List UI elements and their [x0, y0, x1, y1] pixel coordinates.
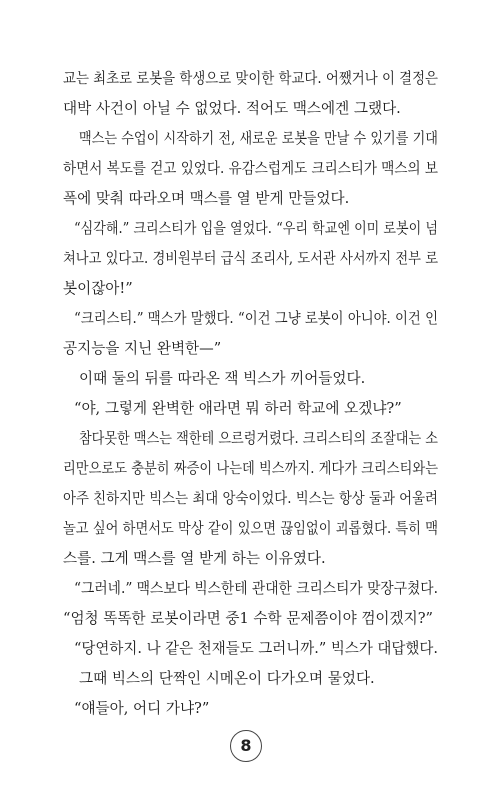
text-line: “그러네.” 맥스보다 빅스한테 관대한 크리스티가 맞장구쳤다. — [74, 580, 438, 597]
text-line: 쳐나고 있다고. 경비원부터 급식 조리사, 도서관 사서까지 전부 로 — [63, 250, 438, 267]
text-line: 리만으로도 충분히 짜증이 나는데 빅스까지. 게다가 크리스티와는 — [63, 460, 438, 477]
text-line: 폭에 맞춰 따라오며 맥스를 열 받게 만들었다. — [63, 190, 350, 207]
text-line: “야, 그렇게 완벽한 애라면 뭐 하러 학교에 오겠냐?” — [74, 400, 402, 417]
text-line: “당연하지. 나 같은 천재들도 그러니까.” 빅스가 대답했다. — [74, 640, 438, 657]
text-line: 교는 최초로 로봇을 학생으로 맞이한 학교다. 어쨌거나 이 결정은 — [63, 70, 438, 87]
text-line: “엄청 똑똑한 로봇이라면 중1 수학 문제쯤이야 껌이겠지?” — [63, 610, 434, 627]
text-line: 공지능을 지닌 완벽한—” — [63, 340, 222, 357]
text-line: 봇이잖아!” — [63, 280, 133, 297]
text-line: 하면서 복도를 걷고 있었다. 유감스럽게도 크리스티가 맥스의 보 — [63, 160, 438, 177]
text-line: 아주 친하지만 빅스는 최대 앙숙이었다. 빅스는 항상 둘과 어울려 — [63, 490, 438, 507]
text-line: 맥스는 수업이 시작하기 전, 새로운 로봇을 만날 수 있기를 기대 — [79, 130, 438, 147]
text-line: 참다못한 맥스는 잭한테 으르렁거렸다. 크리스티의 조잘대는 소 — [79, 430, 438, 447]
text-line: 그때 빅스의 단짝인 시메온이 다가오며 물었다. — [79, 670, 375, 687]
text-line: 대박 사건이 아닐 수 없었다. 적어도 맥스에겐 그랬다. — [63, 100, 401, 117]
page-number: 8 — [230, 730, 262, 762]
text-line: “심각해.” 크리스티가 입을 열었다. “우리 학교엔 이미 로봇이 넘 — [74, 220, 438, 237]
text-line: “크리스티.” 맥스가 말했다. “이건 그냥 로봇이 아니야. 이건 인 — [74, 310, 438, 327]
text-line: “얘들아, 어디 가냐?” — [74, 700, 210, 717]
text-line: 스를. 그게 맥스를 열 받게 하는 이유였다. — [63, 550, 326, 567]
text-line: 이때 둘의 뒤를 따라온 잭 빅스가 끼어들었다. — [79, 370, 366, 387]
text-line: 놀고 싶어 하면서도 막상 같이 있으면 끊임없이 괴롭혔다. 특히 맥 — [63, 520, 438, 537]
